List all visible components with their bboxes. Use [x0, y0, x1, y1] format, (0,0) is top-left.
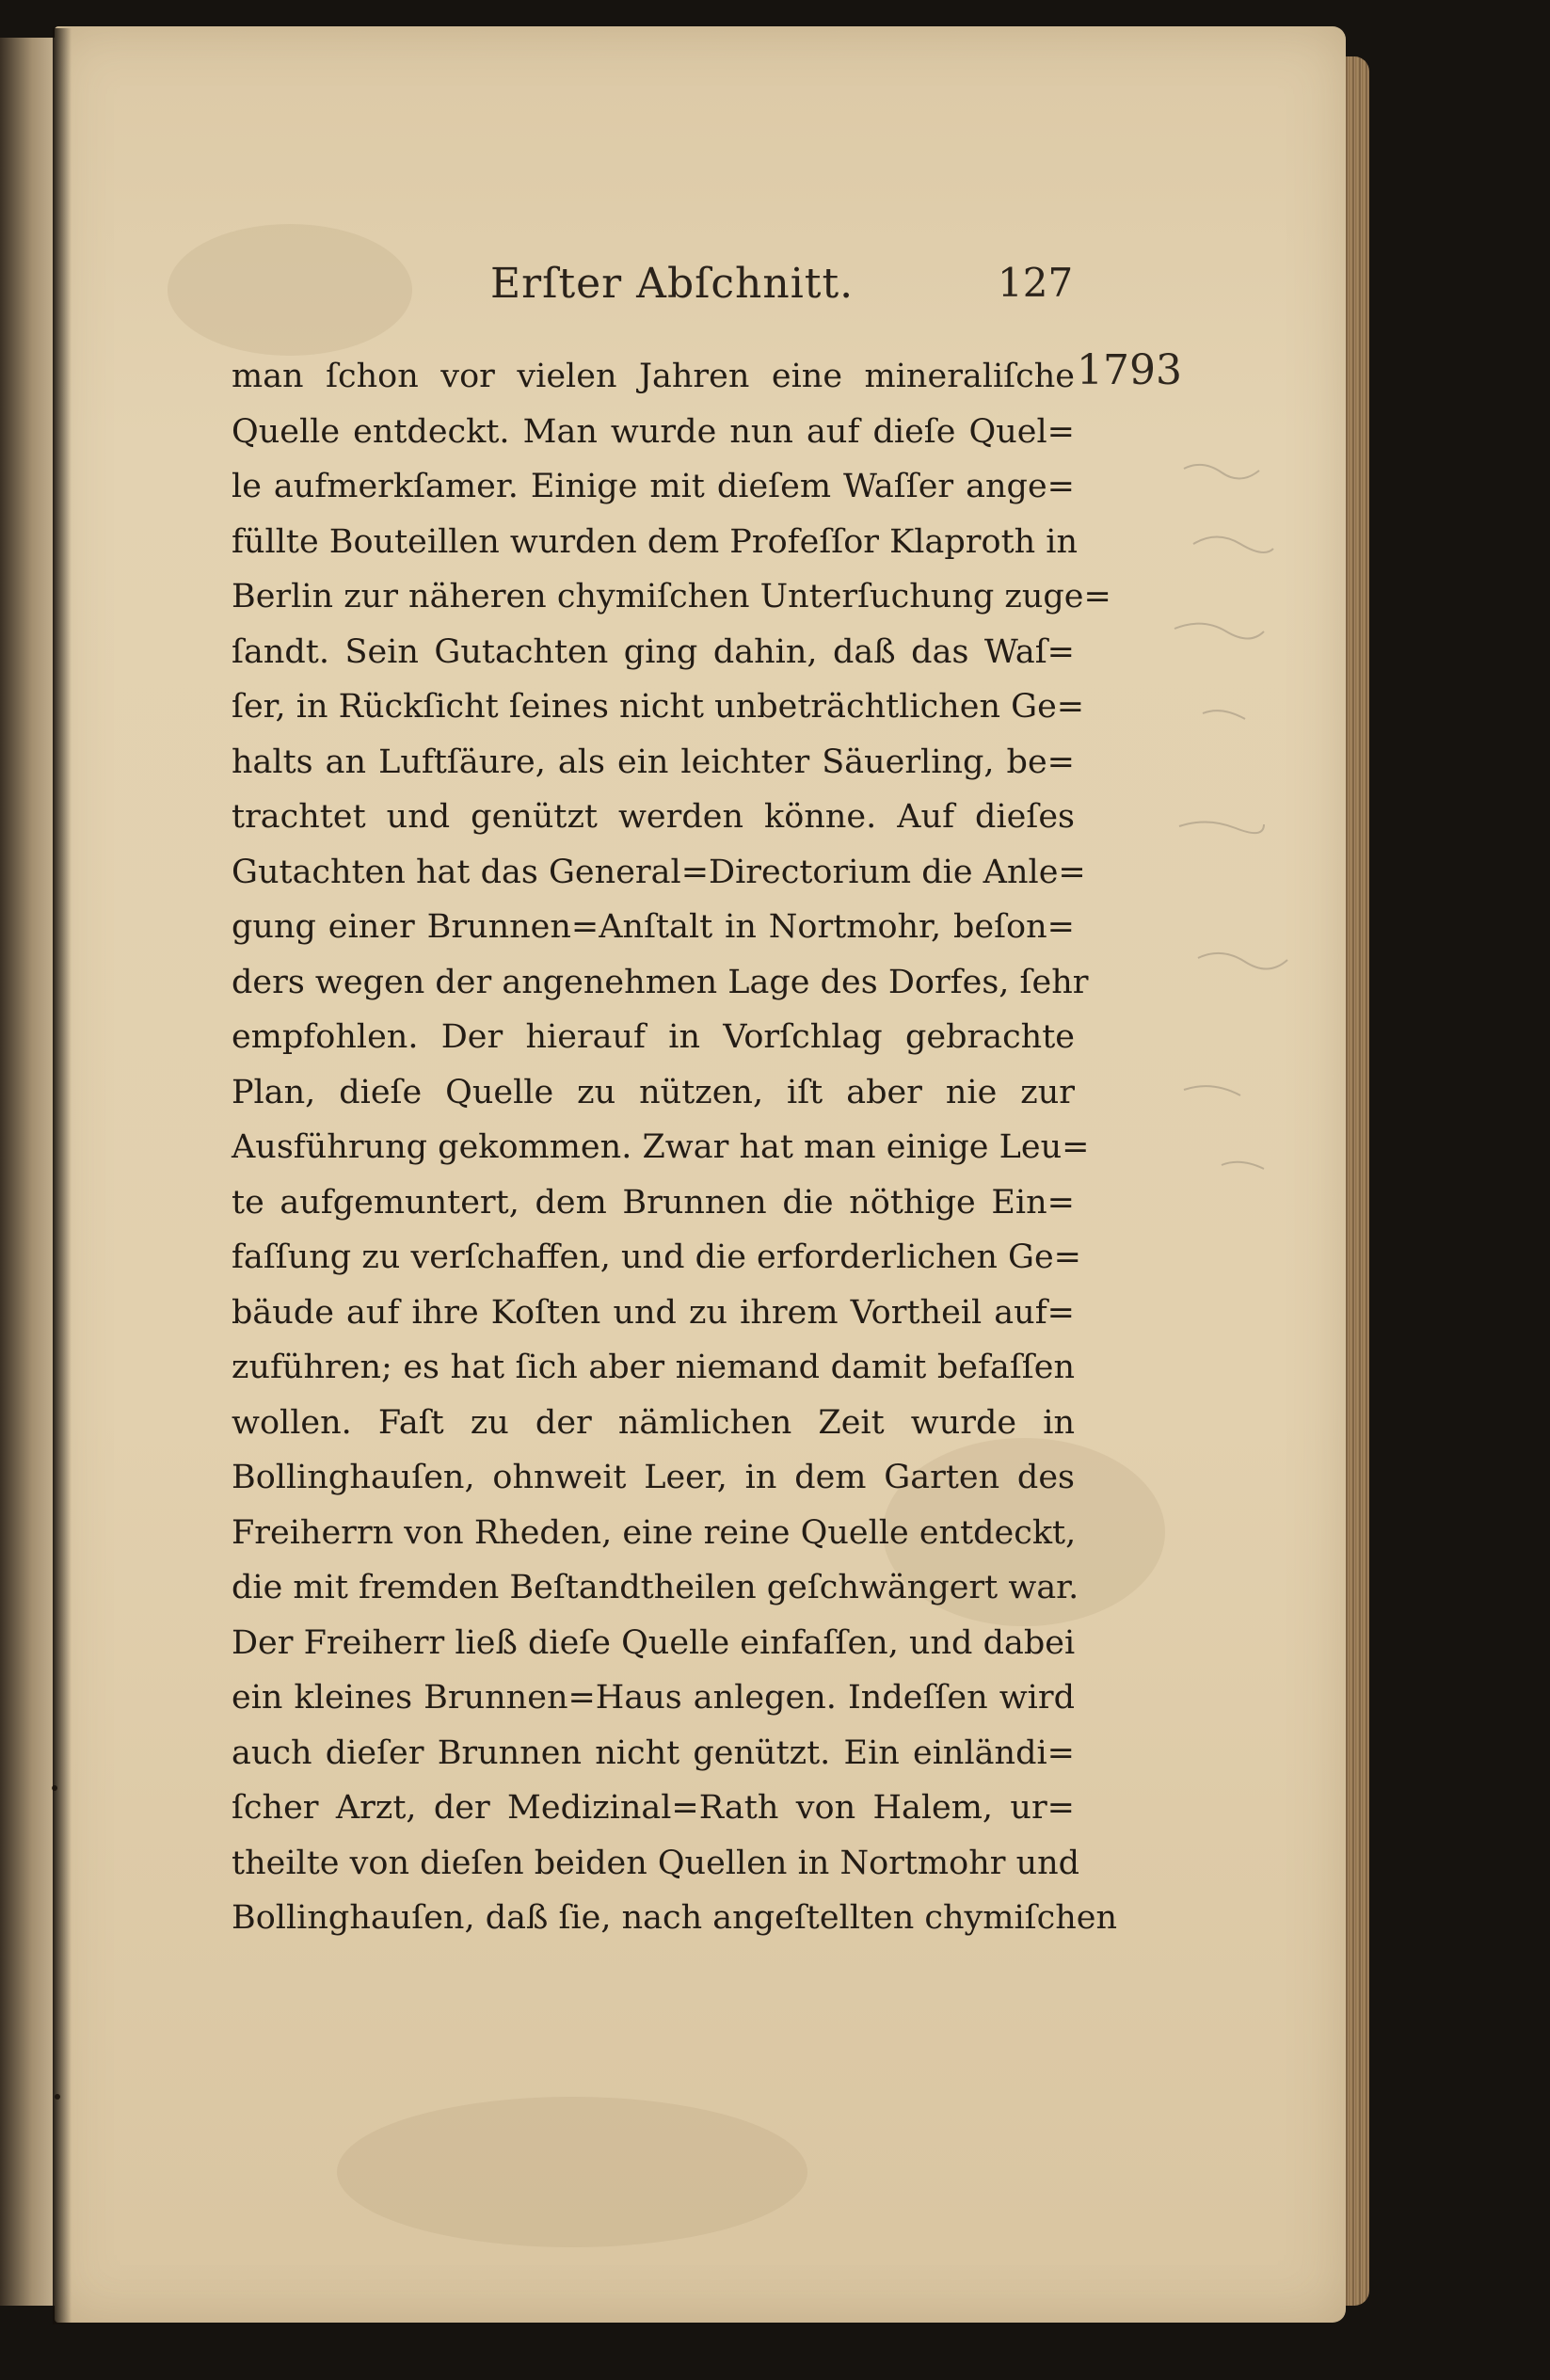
- text-line: gung einer Brunnen=Anſtalt in Nortmohr, beſon=: [232, 908, 1075, 946]
- text-line: ſer, in Rückſicht ſeines nicht unbeträchtlichen Ge=: [232, 688, 1085, 726]
- page-header: [55, 260, 1090, 316]
- text-line: ders wegen der angenehmen Lage des Dorfes, ſehr: [232, 963, 1089, 1001]
- running-title: Erſter Abſchnitt.: [490, 260, 855, 308]
- text-line: Bollinghauſen, daß ſie, nach angeſtellten chymiſchen: [232, 1899, 1118, 1937]
- text-line: te aufgemuntert, dem Brunnen die nöthige Ein=: [232, 1183, 1075, 1222]
- text-line: die mit fremden Beſtandtheilen geſchwängert war.: [232, 1569, 1079, 1606]
- text-line: füllte Bouteillen wurden dem Profeſſor Klaproth in: [232, 522, 1079, 561]
- text-line: Gutachten hat das General=Directorium die Anle=: [232, 853, 1086, 891]
- text-line: Plan, dieſe Quelle zu nützen, iſt aber nie zur: [232, 1073, 1075, 1111]
- margin-year: 1793: [1077, 346, 1182, 394]
- book-page: [55, 26, 1346, 2323]
- text-line: ein kleines Brunnen=Haus anlegen. Indeſſen wird: [232, 1679, 1075, 1717]
- text-line: wollen. Faſt zu der nämlichen Zeit wurde in: [232, 1403, 1075, 1442]
- text-line: theilte von dieſen beiden Quellen in Nortmohr und: [232, 1844, 1080, 1882]
- text-line: faſſung zu verſchaffen, und die erforderlichen Ge=: [232, 1238, 1082, 1276]
- previous-page-edge: [0, 38, 58, 2306]
- text-line: Bollinghauſen, ohnweit Leer, in dem Garten des: [232, 1459, 1075, 1496]
- text-line: auch dieſer Brunnen nicht genützt. Ein einländi=: [232, 1733, 1075, 1772]
- pencil-annotations: [1165, 431, 1353, 1278]
- text-line: ſcher Arzt, der Medizinal=Rath von Halem, ur=: [232, 1789, 1075, 1827]
- text-line: Berlin zur näheren chymiſchen Unterſuchung zuge=: [232, 578, 1111, 615]
- text-line: Quelle entdeckt. Man wurde nun auf dieſe Quel=: [232, 412, 1075, 451]
- page-number: 127: [998, 260, 1074, 306]
- body-text: [232, 349, 1118, 1946]
- text-line: man ſchon vor vielen Jahren eine mineraliſche: [232, 358, 1075, 395]
- text-line: empfohlen. Der hierauf in Vorſchlag gebrachte: [232, 1018, 1075, 1056]
- text-line: le aufmerkſamer. Einige mit dieſem Waſſer ange=: [232, 468, 1075, 505]
- text-line: trachtet und genützt werden könne. Auf dieſes: [232, 798, 1075, 836]
- text-line: halts an Luftſäure, als ein leichter Säuerling, be=: [232, 743, 1075, 781]
- text-line: bäude auf ihre Koſten und zu ihrem Vortheil auf=: [232, 1293, 1075, 1332]
- paper-stain: [337, 2097, 807, 2247]
- gutter-shadow: [53, 28, 72, 2324]
- text-line: zuführen; es hat ſich aber niemand damit befaſſen: [232, 1349, 1075, 1386]
- text-line: Freiherrn von Rheden, eine reine Quelle entdeckt,: [232, 1513, 1077, 1552]
- text-line: Der Freiherr ließ dieſe Quelle einfaſſen, und dabei: [232, 1623, 1076, 1662]
- text-line: Ausführung gekommen. Zwar hat man einige Leu=: [232, 1128, 1090, 1166]
- show-through-text: [252, 1982, 1071, 2020]
- text-line: ſandt. Sein Gutachten ging dahin, daß das Waſ=: [232, 632, 1075, 671]
